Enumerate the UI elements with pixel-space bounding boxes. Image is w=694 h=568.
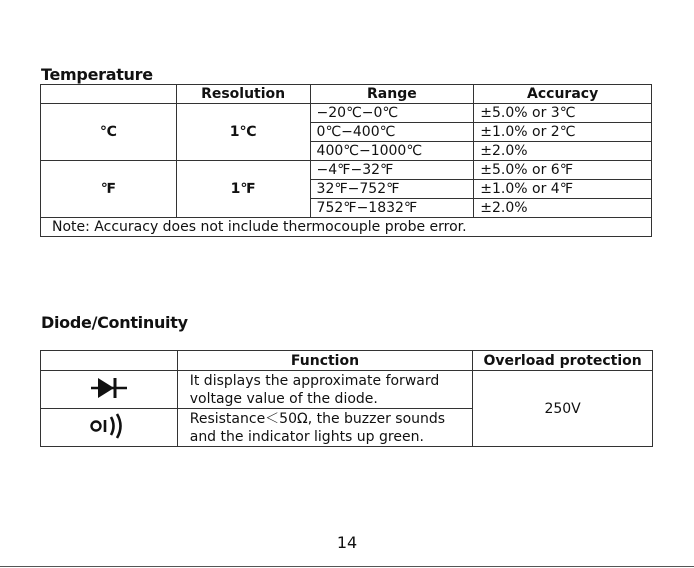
range-cell: 400℃−1000℃ xyxy=(310,142,474,161)
range-cell: 32℉−752℉ xyxy=(310,180,474,199)
function-cell: It displays the approximate forward voltage value of the diode. xyxy=(177,371,473,409)
note-row xyxy=(41,218,652,237)
unit-fahrenheit: ℉ xyxy=(41,161,177,218)
function-cell: Resistance＜50Ω, the buzzer sounds and the indicator lights up green. xyxy=(177,409,473,447)
unit-celsius: ℃ xyxy=(41,104,177,161)
range-cell: −20℃−0℃ xyxy=(310,104,474,123)
resolution-celsius: 1℃ xyxy=(176,104,310,161)
diode-continuity-heading: Diode/Continuity xyxy=(41,313,188,332)
header-overload-protection: Overload protection xyxy=(473,351,653,371)
header-blank xyxy=(41,351,178,371)
diode-continuity-table xyxy=(40,350,653,447)
continuity-symbol-cell xyxy=(41,409,178,447)
header-function: Function xyxy=(177,351,473,371)
diode-symbol-cell xyxy=(41,371,178,409)
continuity-buzzer-icon xyxy=(89,412,129,444)
table-row xyxy=(41,104,652,123)
accuracy-cell: ±2.0% xyxy=(474,142,652,161)
header-accuracy: Accuracy xyxy=(474,85,652,104)
resolution-fahrenheit: 1℉ xyxy=(176,161,310,218)
range-cell: 0℃−400℃ xyxy=(310,123,474,142)
accuracy-note: Note: Accuracy does not include thermocouple probe error. xyxy=(41,218,652,237)
bottom-divider xyxy=(0,566,694,567)
overload-value: 250V xyxy=(473,371,653,447)
temperature-heading: Temperature xyxy=(41,65,153,84)
temperature-table xyxy=(40,84,652,237)
range-cell: 752℉−1832℉ xyxy=(310,199,474,218)
accuracy-cell: ±2.0% xyxy=(474,199,652,218)
accuracy-cell: ±1.0% or 2℃ xyxy=(474,123,652,142)
table-header-row xyxy=(41,85,652,104)
diode-icon xyxy=(89,375,129,405)
accuracy-cell: ±5.0% or 3℃ xyxy=(474,104,652,123)
page-number: 14 xyxy=(336,533,358,552)
table-header-row xyxy=(41,351,653,371)
header-resolution: Resolution xyxy=(176,85,310,104)
header-blank xyxy=(41,85,177,104)
header-range: Range xyxy=(310,85,474,104)
accuracy-cell: ±1.0% or 4℉ xyxy=(474,180,652,199)
accuracy-cell: ±5.0% or 6℉ xyxy=(474,161,652,180)
table-row xyxy=(41,371,653,409)
range-cell: −4℉−32℉ xyxy=(310,161,474,180)
table-row xyxy=(41,161,652,180)
